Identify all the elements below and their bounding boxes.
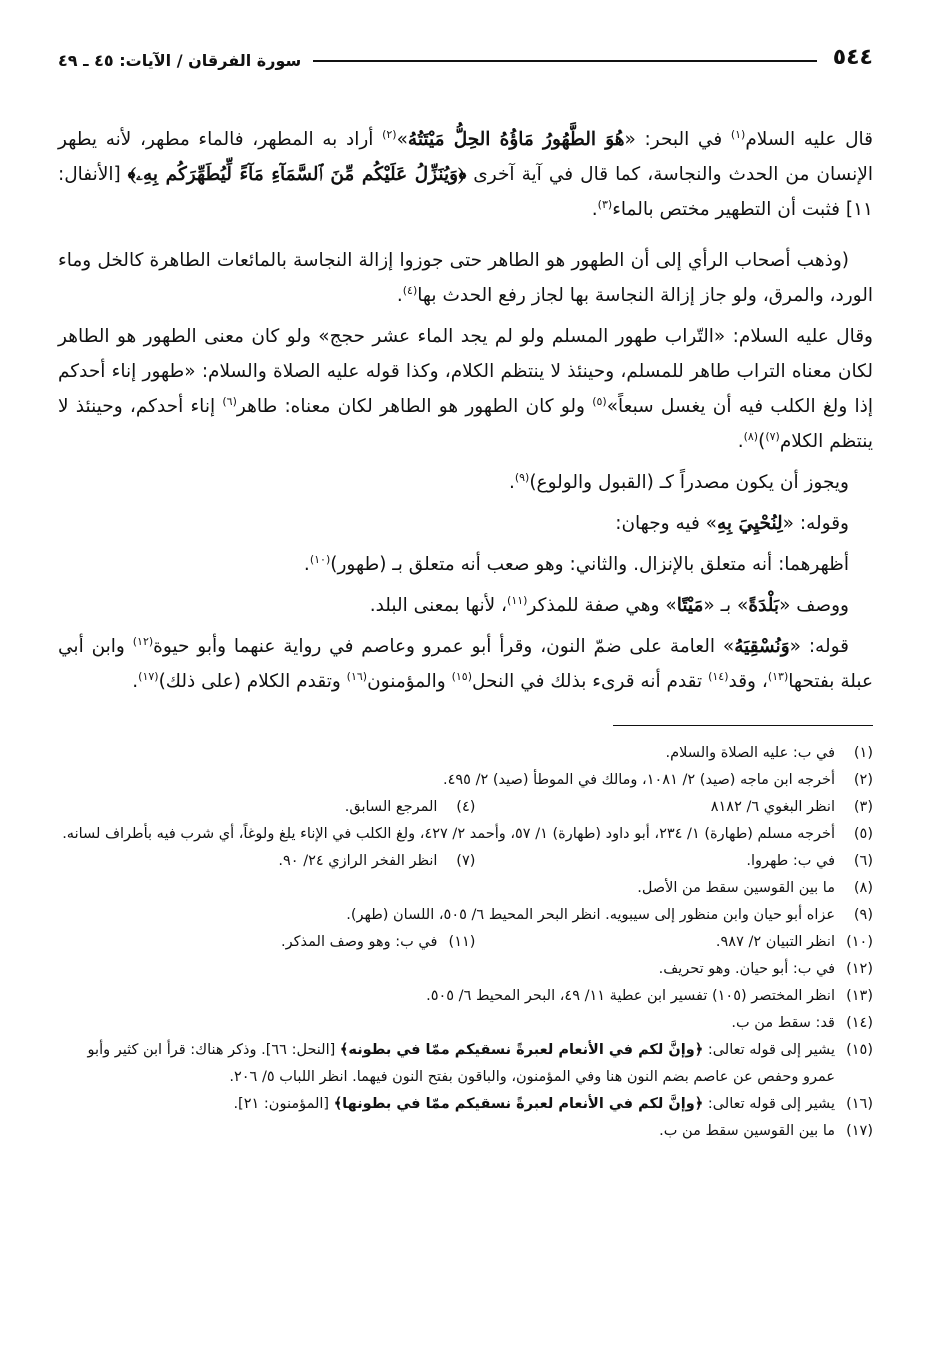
- paragraph: ووصف «بَلْدَةً» بـ «مَيْتًا» وهي صفة للمذكر$^{(١١)}$، لأنها بمعنى البلد.: [369, 593, 849, 616]
- footnote: (٩) عزاه أبو حيان وابن منظور إلى سيبويه. انظر البحر المحيط ٦/ ٥٠٥، اللسان (طهر).: [346, 907, 873, 923]
- quran-verse: ﴿وَيُنَزِّلُ عَلَيْكُم مِّنَ ٱلسَّمَآءِ مَآءً لِّيُطَهِّرَكُم بِهِۦ﴾: [127, 164, 467, 185]
- paragraph: وقوله: «لِنُحْيِيَ بِهِ» فيه وجهان:: [615, 513, 849, 534]
- page-header: [58, 36, 873, 70]
- footnote: (٥) أخرجه مسلم (طهارة) ١/ ٢٣٤، أبو داود (طهارة) ١/ ٥٧، وأحمد ٢/ ٤٢٧، ولغ الكلب في الإناء يلغ ولوغاً، أي شرب فيه بأطراف لسانه.: [62, 826, 873, 842]
- running-title: سورة الفرقان / الآيات: ٤٥ ـ ٤٩: [58, 51, 302, 70]
- header-rule: [313, 60, 816, 62]
- footnote: (١٣) انظر المختصر (١٠٥) تفسير ابن عطية ١١/ ٤٩، البحر المحيط ٦/ ٥٠٥.: [426, 988, 873, 1004]
- page-number: ٥٤٤: [832, 45, 873, 70]
- footnote: (١٤) قد: سقط من ب.: [731, 1015, 873, 1031]
- footnote-pair: (٣) انظر البغوي ٦/ ٨١٨٢ (٤) المرجع السابق.: [344, 799, 873, 815]
- footnote: (١) في ب: عليه الصلاة والسلام.: [665, 745, 873, 761]
- footnote-pair: (٦) في ب: طهروا. (٧) انظر الفخر الرازي ٢٤/ ٩٠.: [278, 853, 873, 869]
- footnote-separator: [613, 725, 873, 726]
- main-text: [58, 122, 873, 699]
- footnote: (٨) ما بين القوسين سقط من الأصل.: [637, 880, 873, 896]
- paragraph: وقال عليه السلام: «التّراب طهور المسلم ولو لم يجد الماء عشر حجج» ولو كان معنى الطهور هو الطاهر لكان معناه التراب طاهر للمسلم، وحينئذ لا ينتظم الكلام، وكذا قوله عليه الصلاة والسلام: «طهور إناء أحدكم إذا ولغ الكلب فيه أن يغسل سبعاً»$^{(٥)}$ ولو كان الطهور هو الطاهر لكان معناه: طاهر$^{(٦)}$ إناء أحدكم، وحينئذ لا ينتظم الكلام$^{(٧)}$)$^{(٨)}$.: [58, 326, 874, 452]
- hadith-quote: هُوَ الطَّهُورُ مَاؤُهُ الحِلُّ مَيْتَتُهُ: [407, 129, 625, 150]
- footnotes: [58, 740, 873, 1145]
- paragraph: أظهرهما: أنه متعلق بالإنزال. والثاني: وهو صعب أنه متعلق بـ (طهور)$^{(١٠)}$.: [303, 552, 849, 575]
- footnote: (١٥) يشير إلى قوله تعالى: ﴿وإنَّ لكم في الأنعام لعبرةً نسقيكم ممّا في بطونه﴾ [النحل: ٦٦]. وذكر هناك: قرأ ابن كثير وأبو عمرو وحفص عن عاصم بضم النون هنا وفي المؤمنون، والباقون بفتح النون فيهما. انظر اللباب ٥/ ٢٠٦.: [87, 1042, 873, 1085]
- footnote: (١٧) ما بين القوسين سقط من ب.: [659, 1123, 873, 1139]
- footnote: (١٢) في ب: أبو حيان. وهو تحريف.: [658, 961, 873, 977]
- footnote: (٢) أخرجه ابن ماجه (صيد) ٢/ ١٠٨١، ومالك في الموطأ (صيد) ٢/ ٤٩٥.: [442, 772, 873, 788]
- paragraph: ويجوز أن يكون مصدراً كـ (القبول والولوع)$^{(٩)}$.: [508, 470, 849, 493]
- paragraph: قوله: «وَنُسْقِيَهُ» العامة على ضمّ النون، وقرأ أبو عمرو وعاصم في رواية عنهما وأبو حيوة$^{(١٢)}$ وابن أبي عبلة بفتحها$^{(١٣)}$، وقد$^{(١٤)}$ تقدم أنه قرىء بذلك في النحل$^{(١٥)}$ والمؤمنون$^{(١٦)}$ وتقدم الكلام (على ذلك)$^{(١٧)}$.: [58, 634, 873, 692]
- footnote: (١٦) يشير إلى قوله تعالى: ﴿وإنَّ لكم في الأنعام لعبرةً نسقيكم ممّا في بطونها﴾ [المؤمنون: ٢١].: [233, 1096, 873, 1112]
- paragraph: قال عليه السلام$^{(١)}$ في البحر: «هُوَ الطَّهُورُ مَاؤُهُ الحِلُّ مَيْتَتُهُ»$^{(٢)}$ أراد به المطهر، فالماء مطهر، لأنه يطهر الإنسان من الحدث والنجاسة، كما قال في آية آخرى ﴿وَيُنَزِّلُ عَلَيْكُم مِّنَ ٱلسَّمَآءِ مَآءً لِّيُطَهِّرَكُم بِهِۦ﴾ [الأنفال: ١١] فثبت أن التطهير مختص بالماء$^{(٣)}$.: [58, 127, 874, 220]
- paragraph: (وذهب أصحاب الرأي إلى أن الطهور هو الطاهر حتى جوزوا إزالة النجاسة بالمائعات الطاهرة كالخل وماء الورد، والمرق، ولو جاز إزالة النجاسة بها لجاز رفع الحدث بها$^{(٤)}$.: [58, 250, 873, 306]
- footnote-pair: (١٠) انظر التبيان ٢/ ٩٨٧. (١١) في ب: وهو وصف المذكر.: [281, 934, 873, 950]
